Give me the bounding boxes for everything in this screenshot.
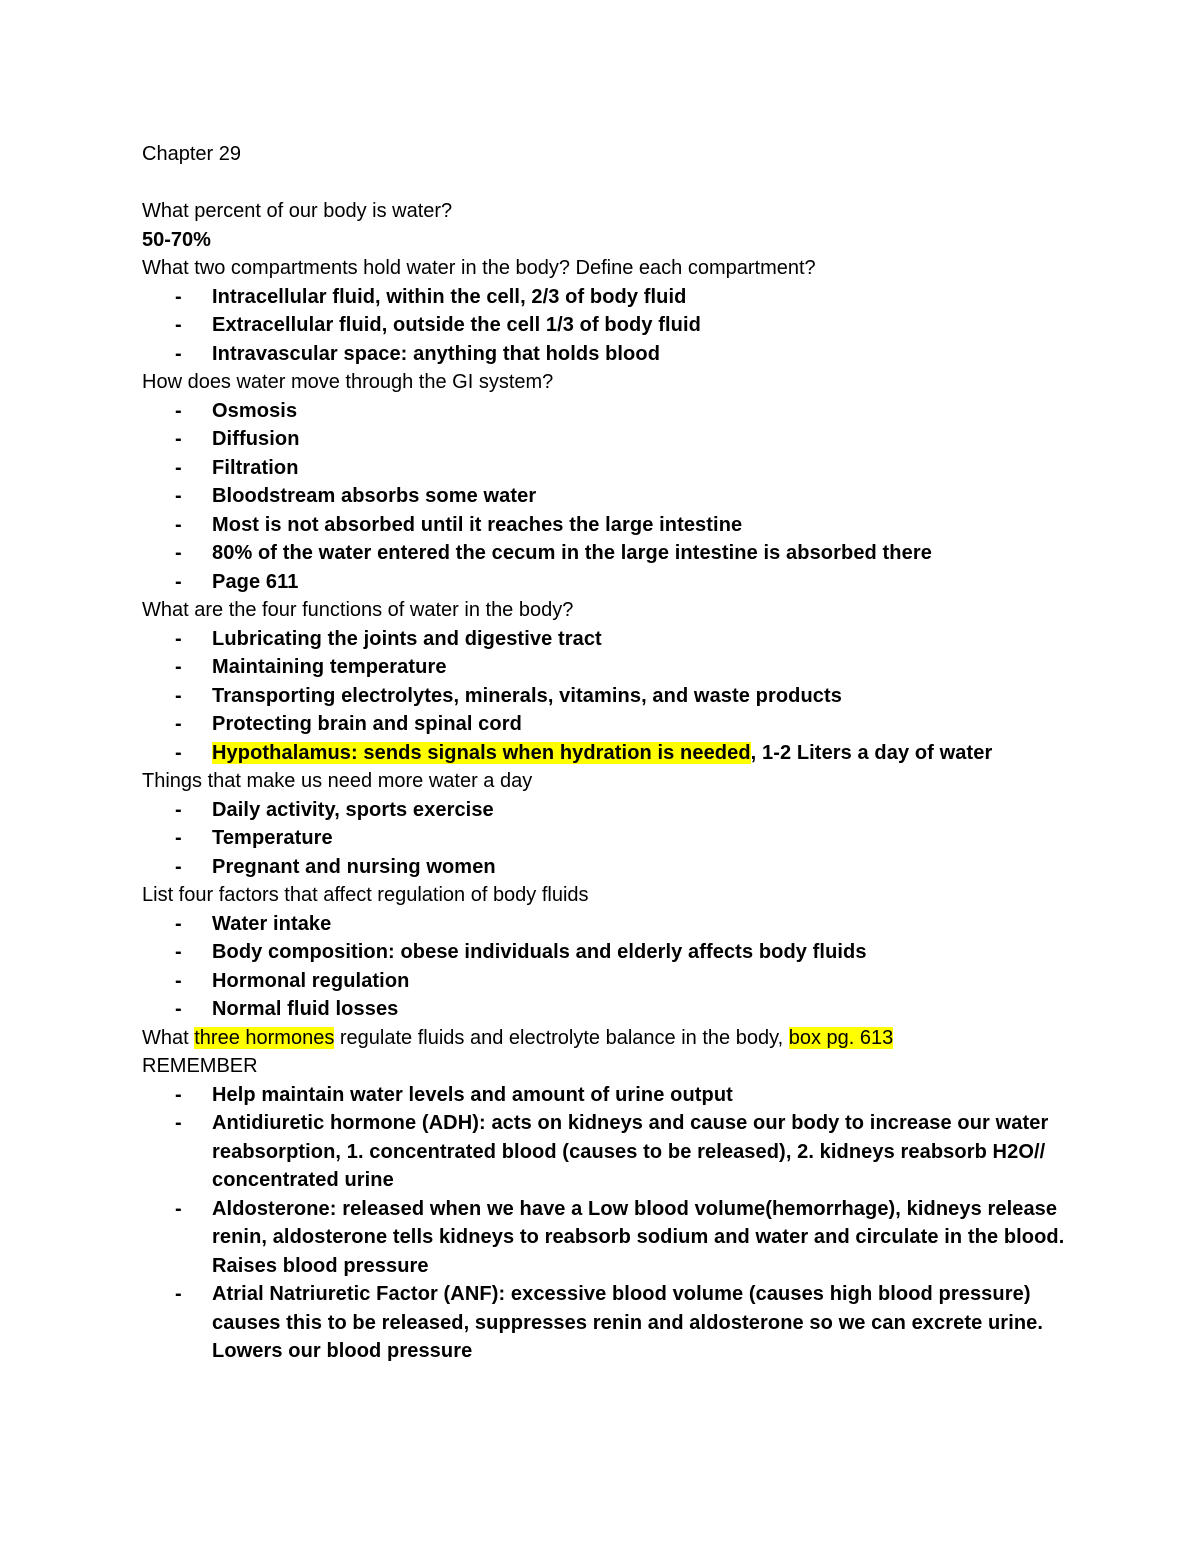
dash-bullet: - — [175, 1112, 182, 1134]
question-water-compartments: What two compartments hold water in the body? Define each compartment? — [142, 257, 816, 279]
list-water-functions — [142, 625, 1142, 768]
list-more-water-needs — [142, 796, 1142, 882]
dash-bullet: - — [175, 827, 182, 849]
highlighted-text: three hormones — [194, 1026, 335, 1049]
list-item: - Diffusion — [142, 425, 1142, 454]
dash-bullet: - — [175, 912, 182, 935]
list-item: - Extracellular fluid, outside the cell 1/3 of body fluid — [142, 311, 1142, 340]
dash-bullet: - — [175, 456, 182, 479]
list-item: - Water intake — [142, 910, 1142, 939]
list-item: - Normal fluid losses — [142, 995, 1142, 1024]
list-item: - Protecting brain and spinal cord — [142, 710, 1142, 739]
list-gi-water-movement — [142, 397, 1142, 597]
list-item: - Temperature — [142, 824, 1142, 853]
list-item: - Maintaining temperature — [142, 653, 1142, 682]
dash-bullet: - — [175, 285, 182, 308]
dash-bullet: - — [175, 941, 182, 963]
list-fluid-regulation-factors — [142, 910, 1142, 1024]
document-page — [142, 140, 1142, 1366]
question-water-functions: What are the four functions of water in the body? — [142, 599, 574, 621]
dash-bullet: - — [175, 542, 182, 564]
list-item: - Bloodstream absorbs some water — [142, 482, 1142, 511]
dash-bullet: - — [175, 1083, 182, 1106]
dash-bullet: - — [175, 570, 182, 593]
highlighted-text: Hypothalamus: sends signals when hydration is needed — [212, 741, 751, 764]
question-fluid-regulation-factors: List four factors that affect regulation of body fluids — [142, 884, 589, 906]
remember-label: REMEMBER — [142, 1055, 258, 1077]
dash-bullet: - — [175, 627, 182, 650]
dash-bullet: - — [175, 713, 182, 735]
dash-bullet: - — [175, 399, 182, 422]
question-three-hormones: What three hormones regulate fluids and electrolyte balance in the body, box pg. 613 — [142, 1026, 894, 1049]
dash-bullet: - — [175, 969, 182, 992]
dash-bullet: - — [175, 656, 182, 678]
question-more-water-needs: Things that make us need more water a day — [142, 770, 533, 792]
dash-bullet: - — [175, 428, 182, 450]
list-item: - Body composition: obese individuals and elderly affects body fluids — [142, 938, 1142, 967]
list-item: - Page 611 — [142, 568, 1142, 597]
dash-bullet: - — [175, 1197, 182, 1220]
question-body-water-percent: What percent of our body is water? — [142, 200, 453, 222]
list-item: - Osmosis — [142, 397, 1142, 426]
list-item: - Help maintain water levels and amount of urine output — [142, 1081, 1142, 1110]
dash-bullet: - — [175, 1283, 182, 1305]
list-water-compartments — [142, 283, 1142, 369]
dash-bullet: - — [175, 485, 182, 507]
list-item-aldosterone: - Aldosterone: released when we have a Low blood volume(hemorrhage), kidneys release renin, aldosterone tells kidneys to reabsorb sodium and water and circulate in the blood. Raises blood pressure — [142, 1195, 1072, 1281]
dash-bullet: - — [175, 314, 182, 336]
list-item-hypothalamus: - Hypothalamus: sends signals when hydration is needed, 1-2 Liters a day of water — [142, 739, 1142, 768]
dash-bullet: - — [175, 998, 182, 1020]
dash-bullet: - — [175, 798, 182, 821]
list-item: - Filtration — [142, 454, 1142, 483]
list-item-anf: - Atrial Natriuretic Factor (ANF): excessive blood volume (causes high blood pressure) causes this to be released, suppresses renin and aldosterone so we can excrete urine. Lowers our blood pressure — [142, 1280, 1072, 1366]
highlighted-text: box pg. 613 — [788, 1026, 894, 1049]
dash-bullet: - — [175, 342, 182, 365]
list-item: - Transporting electrolytes, minerals, vitamins, and waste products — [142, 682, 1142, 711]
list-item: - Intracellular fluid, within the cell, 2/3 of body fluid — [142, 283, 1142, 312]
answer-body-water-percent: 50-70% — [142, 228, 211, 251]
list-item: - Most is not absorbed until it reaches the large intestine — [142, 511, 1142, 540]
spacer — [142, 169, 1142, 198]
list-item: - Pregnant and nursing women — [142, 853, 1142, 882]
list-item: - 80% of the water entered the cecum in the large intestine is absorbed there — [142, 539, 1142, 568]
list-item: - Lubricating the joints and digestive tract — [142, 625, 1142, 654]
list-hormones — [142, 1081, 1142, 1366]
list-item-adh: - Antidiuretic hormone (ADH): acts on kidneys and cause our body to increase our water reabsorption, 1. concentrated blood (causes to be released), 2. kidneys reabsorb H2O// concentrated urine — [142, 1109, 1072, 1195]
list-item: - Intravascular space: anything that holds blood — [142, 340, 1142, 369]
list-item: - Daily activity, sports exercise — [142, 796, 1142, 825]
question-gi-water-movement: How does water move through the GI system? — [142, 371, 554, 393]
list-item: - Hormonal regulation — [142, 967, 1142, 996]
dash-bullet: - — [175, 684, 182, 707]
chapter-title: Chapter 29 — [142, 143, 241, 165]
dash-bullet: - — [175, 741, 182, 764]
dash-bullet: - — [175, 855, 182, 878]
dash-bullet: - — [175, 513, 182, 536]
